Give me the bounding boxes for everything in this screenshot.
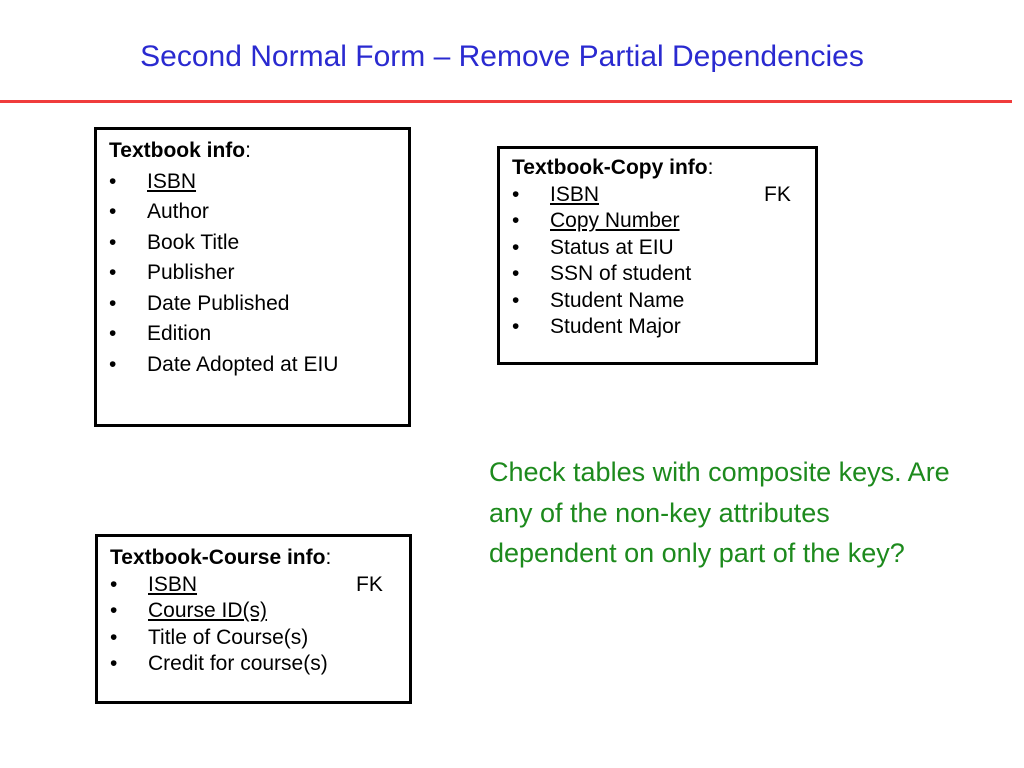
key-attribute-label: ISBN xyxy=(148,572,198,596)
bullet-icon: • xyxy=(512,288,520,312)
bullet-icon: • xyxy=(110,572,118,596)
attribute-label: Publisher xyxy=(147,261,235,284)
attribute-item xyxy=(512,237,815,258)
attribute-item xyxy=(109,293,408,314)
textbook-copy-info-heading: Textbook-Copy info: xyxy=(512,156,714,179)
attribute-item xyxy=(512,263,815,284)
attribute-item xyxy=(109,323,408,344)
bullet-icon: • xyxy=(109,169,117,193)
attribute-item xyxy=(512,290,815,311)
attribute-label: Credit for course(s) xyxy=(148,652,328,675)
textbook-info-attribute-list xyxy=(109,171,408,375)
attribute-item xyxy=(512,210,815,231)
attribute-label: SSN of student xyxy=(550,262,692,285)
attribute-item xyxy=(109,201,408,222)
attribute-item xyxy=(109,171,408,192)
foreign-key-marker: FK xyxy=(356,572,383,596)
attribute-item xyxy=(110,574,409,595)
textbook-info-box xyxy=(94,127,411,427)
textbook-course-info-attribute-list xyxy=(110,574,409,675)
attribute-item xyxy=(109,262,408,283)
key-attribute-label: ISBN xyxy=(147,169,197,193)
foreign-key-marker: FK xyxy=(764,182,791,206)
title-divider xyxy=(0,100,1012,103)
attribute-item xyxy=(512,316,815,337)
bullet-icon: • xyxy=(512,235,520,259)
attribute-label: Date Adopted at EIU xyxy=(147,352,339,376)
attribute-label: Book Title xyxy=(147,230,240,254)
bullet-icon: • xyxy=(109,261,117,284)
textbook-info-heading: Textbook info: xyxy=(109,139,251,162)
slide-title: Second Normal Form – Remove Partial Dependencies xyxy=(140,40,864,73)
bullet-icon: • xyxy=(109,291,117,315)
textbook-copy-info-box xyxy=(497,146,818,365)
bullet-icon: • xyxy=(512,315,520,338)
bullet-icon: • xyxy=(109,322,117,345)
bullet-icon: • xyxy=(512,209,520,232)
bullet-icon: • xyxy=(109,200,117,223)
key-attribute-label: Course ID(s) xyxy=(148,599,268,622)
textbook-copy-info-attribute-list xyxy=(512,184,815,338)
bullet-icon: • xyxy=(110,599,118,622)
attribute-label: Student Major xyxy=(550,315,681,338)
bullet-icon: • xyxy=(110,652,118,675)
attribute-item xyxy=(512,184,815,205)
attribute-item xyxy=(110,627,409,648)
attribute-label: Status at EIU xyxy=(550,235,674,259)
composite-key-note: Check tables with composite keys. Are any of the non-key attributes dependent on only part of the key? xyxy=(489,457,950,568)
key-attribute-label: Copy Number xyxy=(550,209,680,232)
attribute-item xyxy=(110,600,409,621)
key-attribute-label: ISBN xyxy=(550,182,600,206)
textbook-course-info-heading: Textbook-Course info: xyxy=(110,546,332,569)
attribute-item xyxy=(109,354,408,375)
bullet-icon: • xyxy=(109,230,117,254)
attribute-item xyxy=(110,653,409,674)
attribute-label: Date Published xyxy=(147,291,290,315)
bullet-icon: • xyxy=(110,625,118,649)
attribute-label: Author xyxy=(147,200,209,223)
attribute-label: Edition xyxy=(147,322,212,345)
attribute-item xyxy=(109,232,408,253)
bullet-icon: • xyxy=(109,352,117,376)
textbook-course-info-box xyxy=(95,534,412,704)
attribute-label: Title of Course(s) xyxy=(148,625,309,649)
bullet-icon: • xyxy=(512,262,520,285)
bullet-icon: • xyxy=(512,182,520,206)
attribute-label: Student Name xyxy=(550,288,685,312)
